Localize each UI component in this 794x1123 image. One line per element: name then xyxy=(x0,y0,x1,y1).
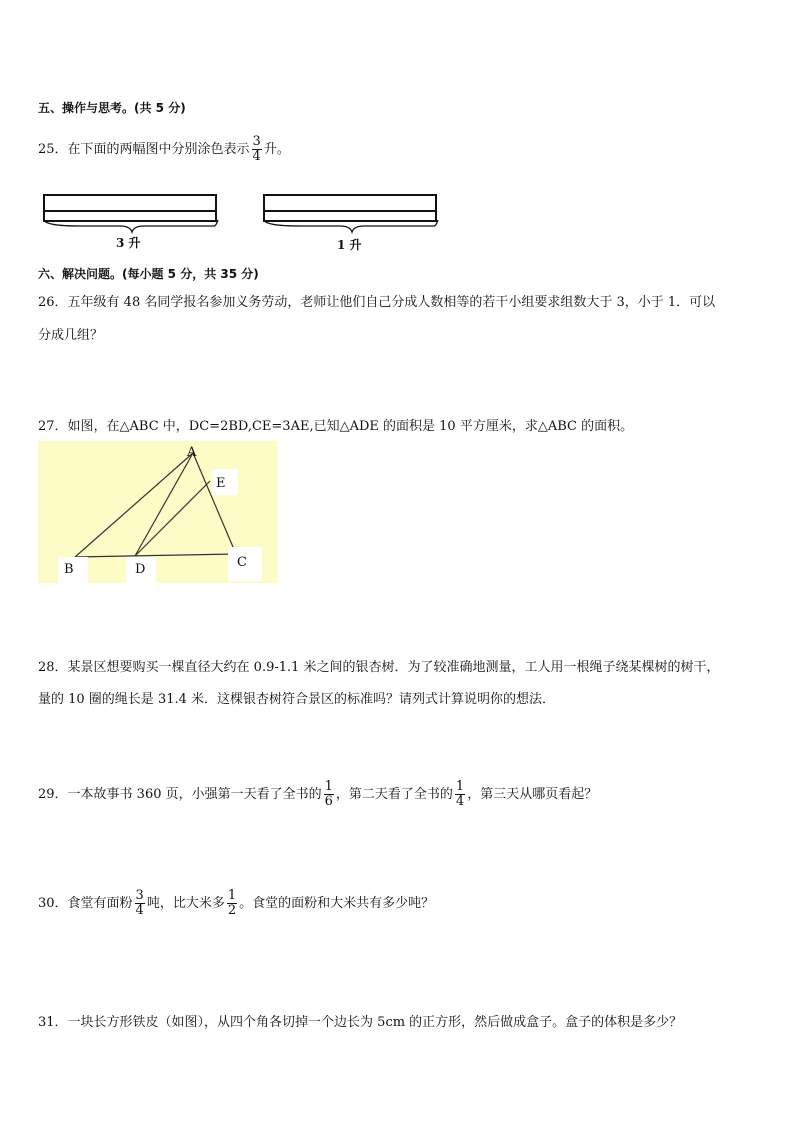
q25-text xyxy=(38,135,290,164)
q25-left-caption: 3 升 xyxy=(116,236,141,250)
label-d: D xyxy=(135,562,146,577)
q30-part1: 30．食堂有面粉 xyxy=(38,896,133,911)
q29-text xyxy=(38,780,597,809)
q29-part2: ，第二天看了全书的 xyxy=(335,787,453,802)
section5-title: 五、操作与思考。(共 5 分) xyxy=(38,101,186,115)
label-c: C xyxy=(237,555,247,570)
q25-braces xyxy=(40,218,440,234)
q27-triangle-figure xyxy=(38,441,278,583)
q30-fraction-1: $\frac{3}{4}$ xyxy=(135,888,144,918)
q31-text: 31．一块长方形铁皮（如图），从四个角各切掉一个边长为 5cm 的正方形，然后做成盒子。盒子的体积是多少？ xyxy=(38,1015,683,1030)
q29-part3: ，第三天从哪页看起？ xyxy=(467,787,598,802)
q30-text xyxy=(38,889,434,918)
left-brace-icon xyxy=(44,220,218,232)
q25-suffix: 升。 xyxy=(263,142,290,157)
label-e: E xyxy=(216,476,226,491)
section6-title: 六、解决问题。(每小题 5 分，共 35 分) xyxy=(38,267,259,281)
q28-line1: 28．某景区想要购买一棵直径大约在 0.9-1.1 米之间的银杏树．为了较准确地测量，工人用一根绳子绕某棵树的树干， xyxy=(38,660,720,675)
q26-line2: 分成几组？ xyxy=(38,328,104,343)
label-b: B xyxy=(64,562,74,577)
q29-fraction-1: $\frac{1}{6}$ xyxy=(324,779,333,809)
q29-fraction-2: $\frac{1}{4}$ xyxy=(455,779,465,809)
q25-right-caption: 1 升 xyxy=(337,238,362,252)
q30-fraction-2: $\frac{1}{2}$ xyxy=(227,888,237,918)
q25-prefix: 25．在下面的两幅图中分别涂色表示 xyxy=(38,142,250,157)
q30-part2: 吨，比大米多 xyxy=(146,896,225,911)
label-a: A xyxy=(187,445,197,460)
q25-fraction: $\frac{3}{4}$ xyxy=(252,134,261,164)
q28-line2: 量的 10 圈的绳长是 31.4 米．这棵银杏树符合景区的标准吗？请列式计算说明你的想法． xyxy=(38,692,556,707)
q29-part1: 29．一本故事书 360 页，小强第一天看了全书的 xyxy=(38,787,322,802)
right-brace-icon xyxy=(264,220,438,232)
q26-line1: 26．五年级有 48 名同学报名参加义务劳动，老师让他们自己分成人数相等的若干小组要求组数大于 3，小于 1．可以 xyxy=(38,295,716,310)
q27-text: 27．如图，在△ABC 中，DC=2BD,CE=3AE,已知△ADE 的面积是 10 平方厘米，求△ABC 的面积。 xyxy=(38,419,634,434)
q30-part3: 。食堂的面粉和大米共有多少吨？ xyxy=(239,896,435,911)
